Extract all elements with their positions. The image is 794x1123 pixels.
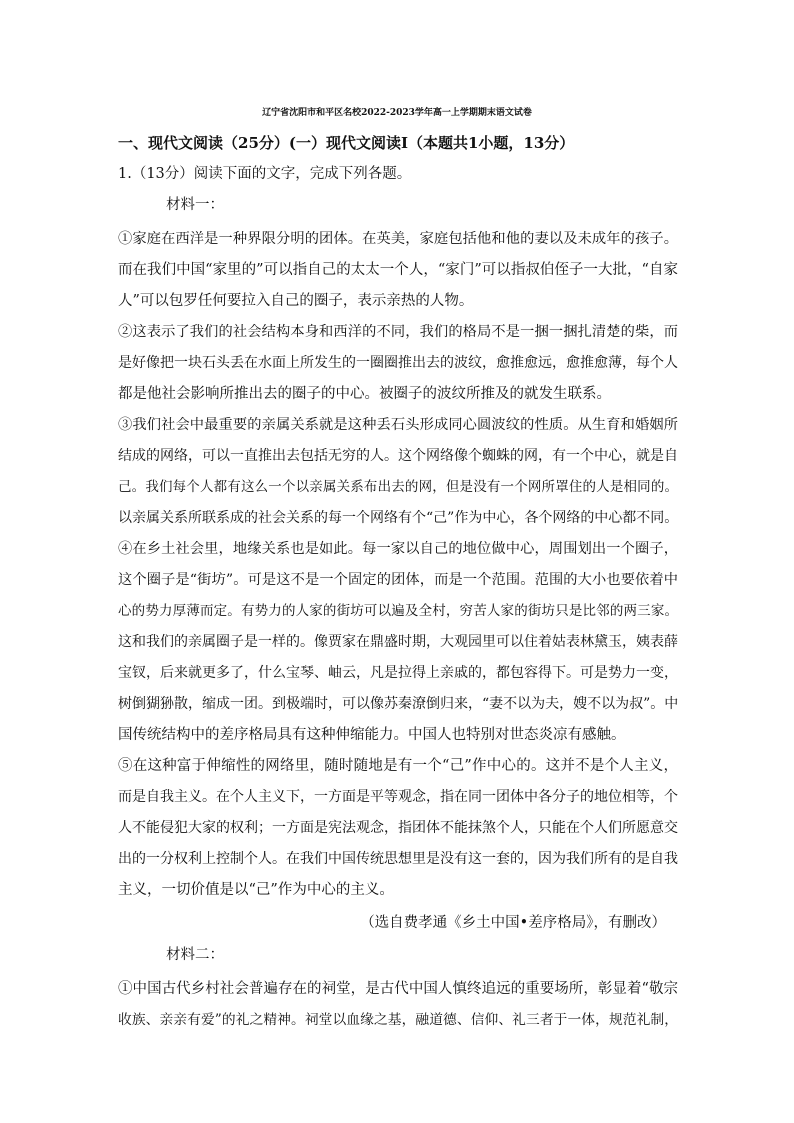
- material-two-line: ①中国古代乡村社会普遍存在的祠堂，是古代中国人慎终追远的重要场所，彰显着“敬宗: [118, 981, 678, 997]
- material-one-line: 而在我们中国“家里的”可以指自己的太太一个人，“家门”可以指叔伯侄子一大批，“自家: [118, 262, 678, 278]
- material-one-line: 宝钗，后来就更多了，什么宝琴、岫云，凡是拉得上亲戚的，都包容得下。可是势力一变，: [118, 665, 678, 681]
- material-one-line: ①家庭在西洋是一种界限分明的团体。在英美，家庭包括他和他的妻以及未成年的孩子。: [118, 231, 678, 247]
- material-one-line: 是好像把一块石头丢在水面上所发生的一圈圈推出去的波纹，愈推愈远，愈推愈薄，每个人: [118, 355, 678, 371]
- material-one-label: 材料一：: [166, 197, 224, 213]
- material-one-line: ③我们社会中最重要的亲属关系就是这种丢石头形成同心圆波纹的性质。从生育和婚姻所: [118, 417, 678, 433]
- material-one-line: ④在乡土社会里，地缘关系也是如此。每一家以自己的地位做中心，周围划出一个圈子，: [118, 541, 678, 557]
- material-one-line: 这和我们的亲属圈子是一样的。像贾家在鼎盛时期，大观园里可以住着姑表林黛玉，姨表薛: [118, 634, 678, 650]
- material-two-label: 材料二：: [166, 947, 224, 963]
- material-one-line: 以亲属关系所联系成的社会关系的每一个网络有个“己”作为中心，各个网络的中心都不同。: [118, 510, 679, 526]
- material-one-text: [118, 224, 678, 906]
- material-one-source: （选自费孝通《乡土中国•差序格局》，有删改）: [360, 915, 666, 931]
- material-one-line: 这个圈子是“街坊”。可是这不是一个固定的团体，而是一个范围。范围的大小也要依着中: [118, 572, 678, 588]
- material-one-line: 树倒猢狲散，缩成一团。到极端时，可以像苏秦潦倒归来，“妻不以为夫，嫂不以为叔”。中: [118, 696, 679, 712]
- material-one-line: 主义，一切价值是以“己”作为中心的主义。: [118, 882, 394, 898]
- material-two-line: 收族、亲亲有爱”的礼之精神。祠堂以血缘之基，融道德、信仰、礼三者于一体，规范礼制，: [118, 1012, 678, 1028]
- section-heading: 一、现代文阅读（25分）(一）现代文阅读Ⅰ（本题共1小题，13分）: [118, 134, 575, 152]
- material-one-line: ⑤在这种富于伸缩性的网络里，随时随地是有一个“己”作中心的。这并不是个人主义，: [118, 758, 678, 774]
- material-two-text: [118, 974, 678, 1036]
- material-one-line: 结成的网络，可以一直推出去包括无穷的人。这个网络像个蜘蛛的网，有一个中心，就是自: [118, 448, 678, 464]
- page-title: 辽宁省沈阳市和平区名校2022-2023学年高一上学期期末语文试卷: [262, 108, 532, 118]
- material-one-line: 都是他社会影响所推出去的圈子的中心。被圈子的波纹所推及的就发生联系。: [118, 386, 611, 402]
- material-one-line: 心的势力厚薄而定。有势力的人家的街坊可以遍及全村，穷苦人家的街坊只是比邻的两三家。: [118, 603, 678, 619]
- material-one-line: 人”可以包罗任何要拉入自己的圈子，表示亲热的人物。: [118, 293, 474, 309]
- material-one-line: 人不能侵犯大家的权利；一方面是宪法观念，指团体不能抹煞个人，只能在个人们所愿意交: [118, 820, 678, 836]
- material-one-line: 己。我们每个人都有这么一个以亲属关系布出去的网，但是没有一个网所罩住的人是相同的。: [118, 479, 678, 495]
- material-one-line: 国传统结构中的差序格局具有这种伸缩能力。中国人也特别对世态炎凉有感触。: [118, 727, 626, 743]
- material-one-line: 出的一分权利上控制个人。在我们中国传统思想里是没有这一套的，因为我们所有的是自我: [118, 851, 678, 867]
- material-one-line: 而是自我主义。在个人主义下，一方面是平等观念，指在同一团体中各分子的地位相等，个: [118, 789, 678, 805]
- question-prompt: 1.（13分）阅读下面的文字，完成下列各题。: [118, 166, 412, 182]
- material-one-line: ②这表示了我们的社会结构本身和西洋的不同，我们的格局不是一捆一捆扎清楚的柴，而: [118, 324, 678, 340]
